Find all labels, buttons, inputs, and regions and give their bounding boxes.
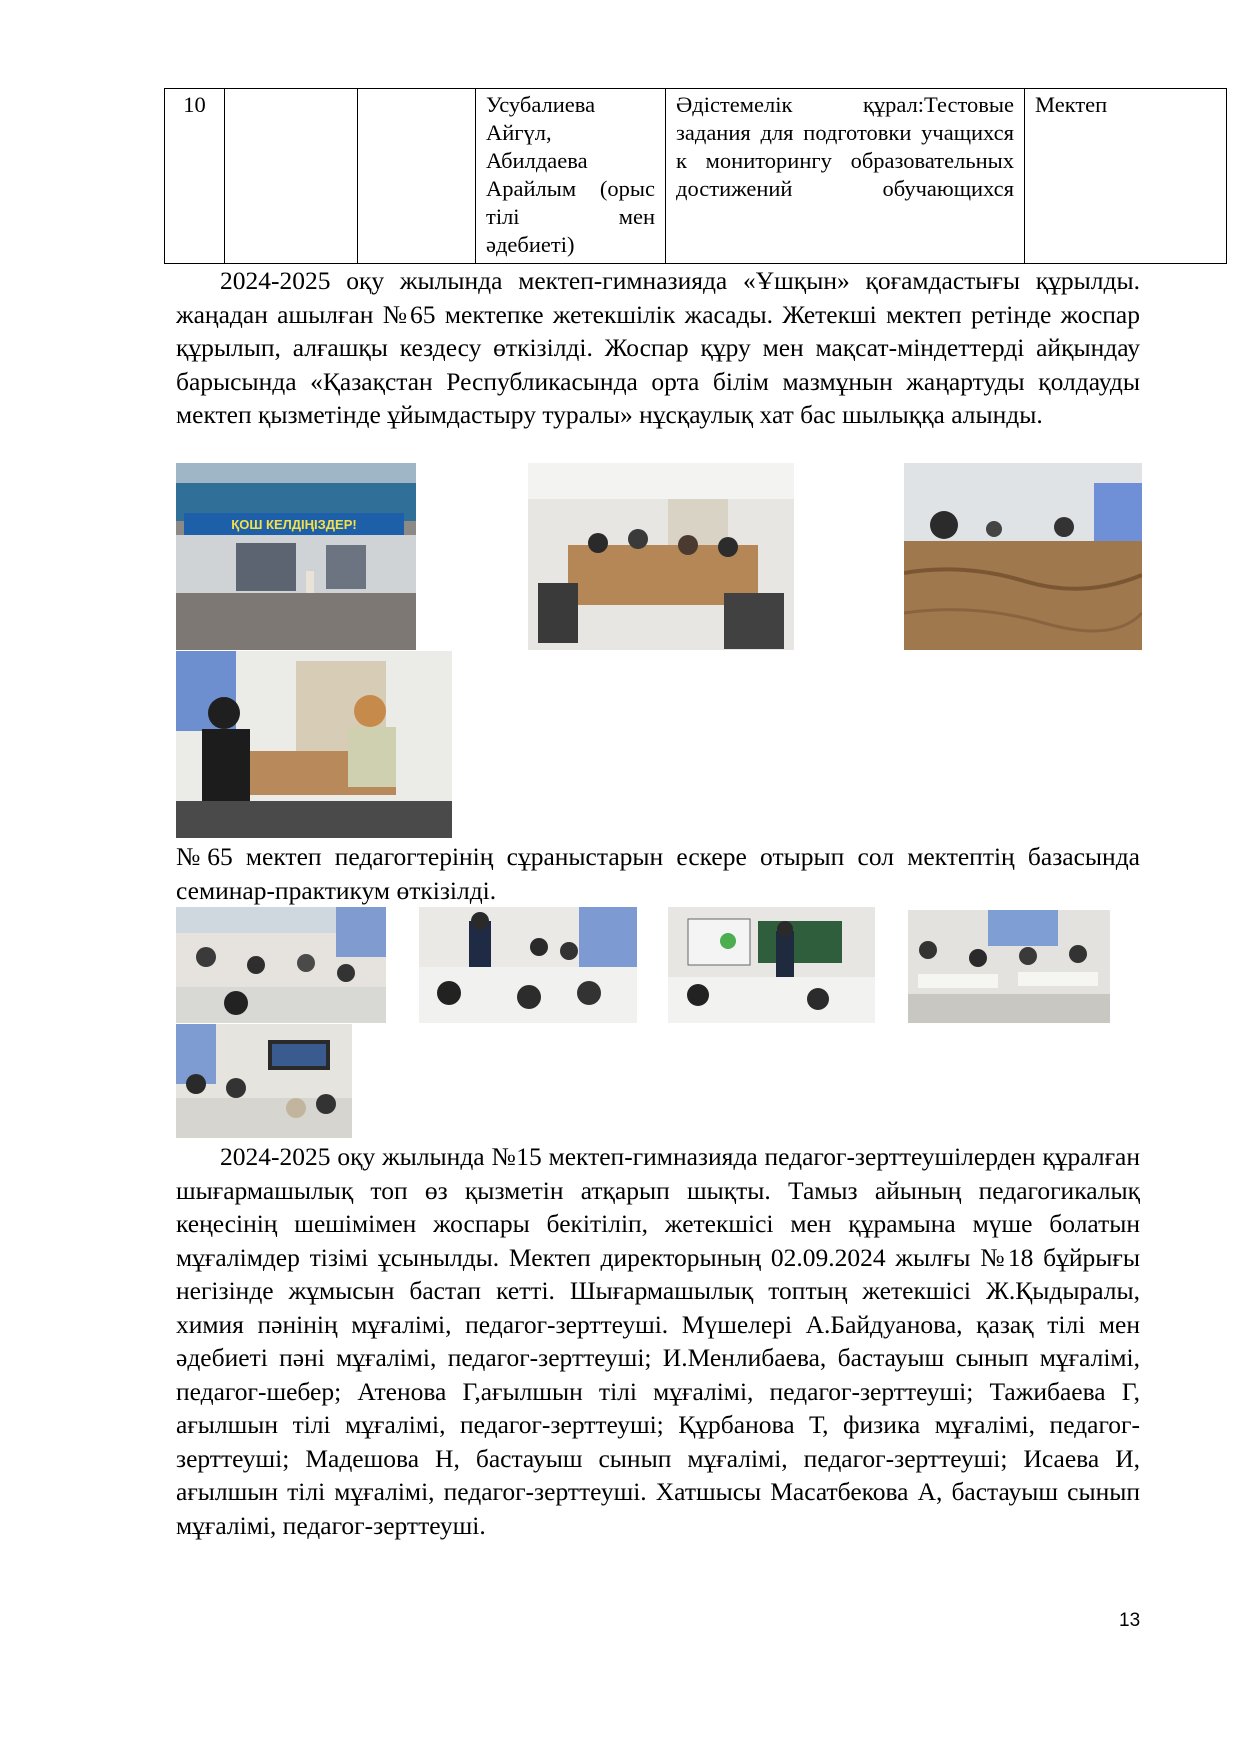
table-report — [164, 88, 1227, 264]
cell-empty-3 — [358, 89, 476, 264]
photo-two-teachers — [176, 651, 452, 838]
page-number: 13 — [1119, 1610, 1141, 1631]
paragraph-community-text: 2024-2025 оқу жылында мектеп-гимназияда «Ұшқын» қоғамдастығы құрылды. жаңадан ашылған №65 мектепке жетекшілік жасады. Жетекші мектеп ретінде жоспар құрылып, алғашқы кездесу өткізілді. Жоспар құру мен мақсат-міндеттерді айқындау барысында «Қазақстан Республикасында орта білім мазмұнын жаңартуды қолдауды мектеп қызметінде ұйымдастыру туралы» нұсқаулық хат бас шылыққа алынды. — [176, 266, 1140, 429]
cell-work: Әдістемелік құрал:Тестовые задания для подготовки учащихся к мониторингу образовательных достижений обучающихся — [666, 89, 1025, 264]
cell-number: 10 — [165, 89, 225, 264]
paragraph-creative-group — [176, 1140, 1140, 1580]
photo-seminar-2 — [419, 907, 637, 1023]
photo-meeting-room-1 — [528, 463, 794, 650]
photo-seminar-5 — [176, 1024, 352, 1138]
photo-seminar-3 — [668, 907, 875, 1023]
cell-empty-2 — [225, 89, 358, 264]
cell-authors: Усубалиева Айгүл, Абилдаева Арайлым (орыс тілі мен әдебиеті) — [476, 89, 666, 264]
table-row — [165, 89, 1227, 264]
photo-seminar-4 — [908, 910, 1110, 1023]
paragraph-seminar-text: №65 мектеп педагогтерінің сұраныстарын ескере отырып сол мектептің базасында семинар-практикум өткізілді. — [176, 842, 1140, 905]
paragraph-community — [176, 264, 1140, 464]
photo-seminar-1 — [176, 907, 386, 1023]
paragraph-creative-group-text: 2024-2025 оқу жылында №15 мектеп-гимназияда педагог-зерттеушілерден құралған шығармашылық топ өз қызметін атқарып шықты. Тамыз айының педагогикалық кеңесінің шешімімен жоспары бекітіліп, жетекшісі мен құрамына мүше болатын мұғалімдер тізімі ұсынылды. Мектеп директорының 02.09.2024 жылғы №18 бұйрығы негізінде жұмысын бастап кетті. Шығармашылық топтың жетекшісі Ж.Қыдыралы, химия пәнінің мұғалімі, педагог-зерттеуші. Мүшелері А.Байдуанова, қазақ тілі мен әдебиеті пәні мұғалімі, педагог-зерттеуші; И.Менлибаева, бастауыш сынып мұғалімі, педагог-шебер; Атенова Г,ағылшын тілі мұғалімі, педагог-зерттеуші; Тажибаева Г, ағылшын тілі мұғалімі, педагог-зерттеуші; Құрбанова Т, физика мұғалімі, педагог-зерттеуші; Мадешова Н, бастауыш сынып мұғалімі, педагог-зерттеуші; Исаева И, ағылшын тілі мұғалімі, педагог-зерттеуші. Хатшысы Масатбекова А, бастауыш сынып мұғалімі, педагог-зерттеуші. — [176, 1142, 1140, 1540]
entrance-sign-text: ҚОШ КЕЛДІҢІЗДЕР! — [231, 517, 357, 532]
paragraph-seminar — [176, 840, 1140, 908]
photo-meeting-room-2 — [904, 463, 1142, 650]
cell-level: Мектеп — [1025, 89, 1227, 264]
photo-school-entrance — [176, 463, 416, 650]
